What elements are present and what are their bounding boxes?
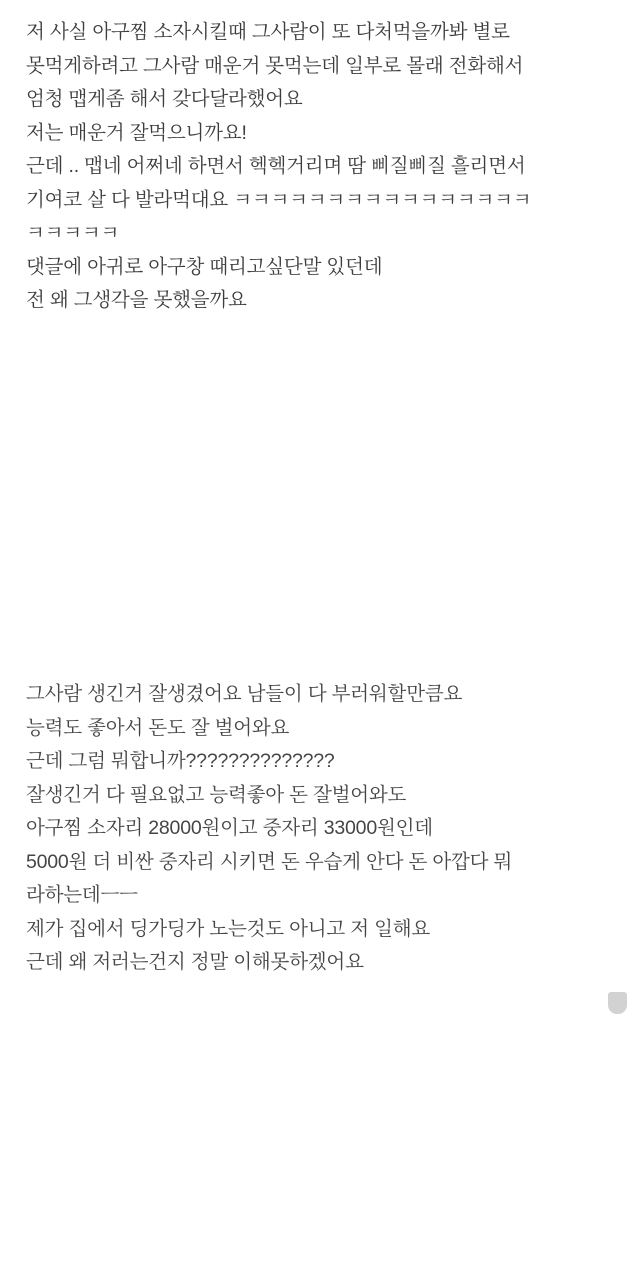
text-line: 근데 그럼 뭐합니까?????????????? [26,750,335,772]
text-line: 전 왜 그생각을 못했을까요 [26,289,247,311]
text-line: 저는 매운거 잘먹으니까요! [26,121,247,144]
text-line: 능력도 좋아서 돈도 잘 벌어와요 [26,716,290,739]
text-line: 저 사실 아구찜 소자시킬때 그사람이 또 다처먹을까봐 별로 [26,21,510,43]
text-line: ㅋㅋㅋㅋㅋ [26,222,120,244]
text-line: 라하는데ㅡㅡ [26,884,138,906]
text-line: 못먹게하려고 그사람 매운거 못먹는데 일부로 몰래 전화해서 [26,54,524,77]
scrollbar-thumb[interactable] [608,992,627,1014]
text-line: 그사람 생긴거 잘생겼어요 남들이 다 부러워할만큼요 [26,683,463,705]
paragraph-block-2 [26,678,622,980]
text-line: 엄청 맵게좀 해서 갖다달라했어요 [26,88,303,110]
text-line: 근데 왜 저러는건지 정말 이해못하겠어요 [26,951,364,973]
text-line: 근데 .. 맵네 어쩌네 하면서 헥헥거리며 땀 삐질삐질 흘리면서 [26,155,526,177]
text-line: 기여코 살 다 발라먹대요 ㅋㅋㅋㅋㅋㅋㅋㅋㅋㅋㅋㅋㅋㅋㅋㅋ [26,188,532,211]
text-line: 잘생긴거 다 필요없고 능력좋아 돈 잘벌어와도 [26,783,407,806]
text-line: 제가 집에서 딩가딩가 노는것도 아니고 저 일해요 [26,917,431,940]
text-line: 5000원 더 비싼 중자리 시키면 돈 우습게 안다 돈 아깝다 뭐 [26,850,513,873]
text-line: 아구찜 소자리 28000원이고 중자리 33000원인데 [26,817,433,839]
text-line: 댓글에 아귀로 아구창 때리고싶단말 있던데 [26,255,383,278]
paragraph-block-1 [26,16,622,318]
